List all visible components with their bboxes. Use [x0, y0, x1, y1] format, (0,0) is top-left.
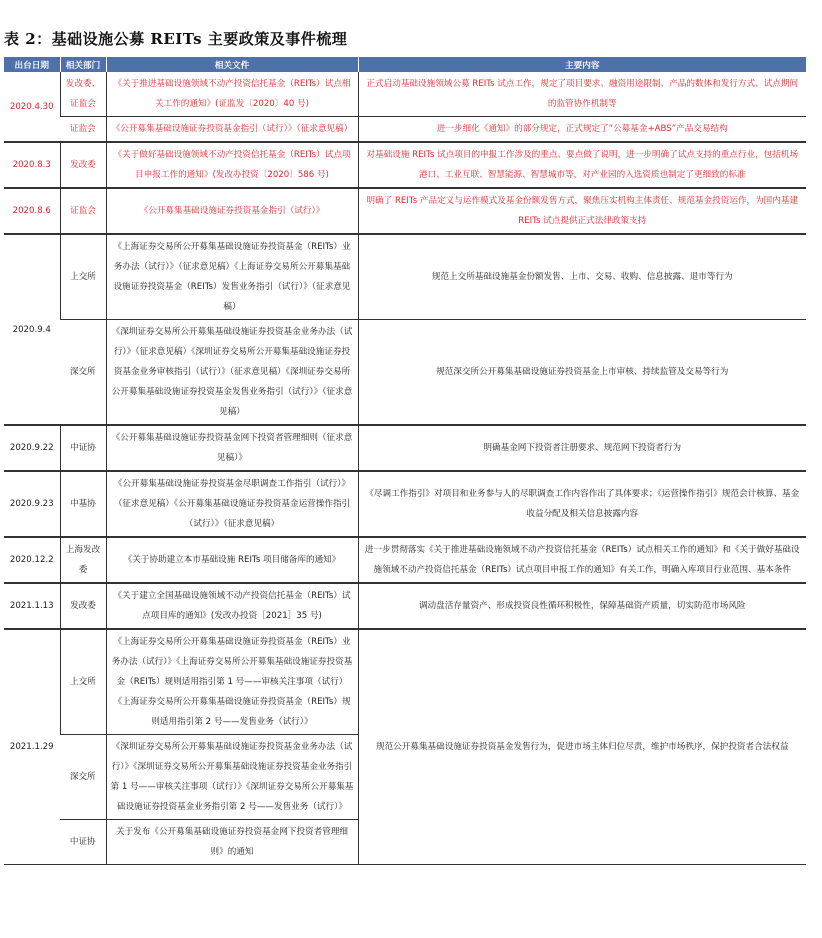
table-row: [4, 425, 806, 471]
cell-date: 2020.4.30: [4, 72, 60, 142]
cell-doc: 《关于做好基础设施领域不动产投资信托基金（REITs）试点项目申报工作的通知》(发改办投资〔2020〕586 号): [106, 142, 358, 188]
cell-dept: 上交所: [60, 629, 106, 735]
cell-date: 2020.12.2: [4, 537, 60, 583]
table-row: [4, 142, 806, 188]
cell-doc: 《公开募集基础设施证券投资基金指引（试行）》（征求意见稿）: [106, 117, 358, 143]
cell-date: 2020.9.23: [4, 471, 60, 537]
table-header-row: [4, 57, 806, 72]
cell-content: 规范上交所基础设施基金份额发售、上市、交易、收购、信息披露、退市等行为: [358, 234, 806, 320]
cell-dept: 上交所: [60, 234, 106, 320]
cell-dept: 证监会: [60, 188, 106, 234]
cell-date: 2021.1.13: [4, 583, 60, 629]
cell-dept: 发改委: [60, 142, 106, 188]
cell-doc: 《关于推进基础设施领域不动产投资信托基金（REITs）试点相关工作的通知》(证监发〔2020〕40 号): [106, 72, 358, 117]
cell-doc: 《关于建立全国基础设施领域不动产投资信托基金（REITs）试点项目库的通知》(发改办投资［2021］35 号): [106, 583, 358, 629]
cell-doc: 《公开募集基础设施证券投资基金网下投资者管理细则（征求意见稿）》: [106, 425, 358, 471]
cell-date: 2020.8.6: [4, 188, 60, 234]
policy-table: [4, 57, 806, 865]
header-dept: 相关部门: [60, 57, 106, 72]
cell-content: 明确了 REITs 产品定义与运作模式及基金份额发售方式，聚焦压实机构主体责任、规范基金投资运作，为国内基建 REITs 试点提供正式法律政策支持: [358, 188, 806, 234]
table-row: [4, 188, 806, 234]
cell-dept: 深交所: [60, 735, 106, 820]
table-row: [4, 117, 806, 143]
header-doc: 相关文件: [106, 57, 358, 72]
cell-doc: 《上海证券交易所公开募集基础设施证券投资基金（REITs）业务办法（试行）》（征求意见稿）《上海证券交易所公开募集基础设施证券投资基金（REITs）发售业务指引（试行）》（征求意见稿）: [106, 234, 358, 320]
cell-date: 2021.1.29: [4, 629, 60, 865]
table-row: [4, 72, 806, 117]
cell-content: 正式启动基础设施领域公募 REITs 试点工作，规定了项目要求、融资用途限制、产品的数体和发行方式、试点期间的监管协作机制等: [358, 72, 806, 117]
table-row: [4, 320, 806, 426]
cell-date: 2020.9.22: [4, 425, 60, 471]
cell-dept: 证监会: [60, 117, 106, 143]
table-title: 表 2：基础设施公募 REITs 主要政策及事件梳理: [4, 30, 348, 48]
table-row: [4, 629, 806, 735]
cell-date: 2020.8.3: [4, 142, 60, 188]
cell-date: 2020.9.4: [4, 234, 60, 425]
cell-content: 规范深交所公开募集基础设施证券投资基金上市审核、持续监管及交易等行为: [358, 320, 806, 426]
table-row: [4, 537, 806, 583]
cell-content: 进一步贯彻落实《关于推进基础设施领域不动产投资信托基金（REITs）试点相关工作的通知》和《关于做好基础设施领域不动产投资信托基金（REITs）试点项目申报工作的通知》有关工作，明确入库项目行业范围、基本条件: [358, 537, 806, 583]
header-content: 主要内容: [358, 57, 806, 72]
cell-doc: 《关于协助建立本市基础设施 REITs 项目储备库的通知》: [106, 537, 358, 583]
cell-doc: 《上海证券交易所公开募集基础设施证券投资基金（REITs）业务办法（试行）》《上海证券交易所公开募集基础设施证券投资基金（REITs）规则适用指引第 1 号——审核关注事项（试行）《上海证券交易所公开募集基础设施证券投资基金（REITs）规则适用指引第 2 号——发售业务（试行）》: [106, 629, 358, 735]
cell-dept: 中证协: [60, 425, 106, 471]
table-row: [4, 583, 806, 629]
cell-dept: 发改委、证监会: [60, 72, 106, 117]
cell-doc: 《公开募集基础设施证券投资基金指引（试行）》: [106, 188, 358, 234]
cell-content: 规范公开募集基础设施证券投资基金发售行为，促进市场主体归位尽责，维护市场秩序，保护投资者合法权益: [358, 629, 806, 865]
cell-doc: 关于发布《公开募集基础设施证券投资基金网下投资者管理细则》的通知: [106, 820, 358, 865]
cell-dept: 发改委: [60, 583, 106, 629]
cell-dept: 上海发改委: [60, 537, 106, 583]
cell-dept: 中基协: [60, 471, 106, 537]
cell-content: 对基础设施 REITs 试点项目的申报工作涉及的重点、要点做了说明，进一步明确了试点支持的重点行业，包括机场港口、工业互联、智慧能源、智慧城市等，对产业园的入选资质也制定了更细致的标准: [358, 142, 806, 188]
cell-doc: 《深圳证券交易所公开募集基础设施证券投资基金业务办法（试行）》《深圳证券交易所公开募集基础设施证券投资基金业务指引第 1 号——审核关注事项（试行）》《深圳证券交易所公开募集基础设施证券投资基金业务指引第 2 号——发售业务（试行）》: [106, 735, 358, 820]
table-row: [4, 471, 806, 537]
cell-content: 《尽调工作指引》对项目和业务参与人的尽职调查工作内容作出了具体要求；《运营操作指引》规范会计核算、基金收益分配及相关信息披露内容: [358, 471, 806, 537]
header-date: 出台日期: [4, 57, 60, 72]
cell-content: 进一步细化《通知》的部分规定，正式规定了“公募基金+ABS”产品交易结构: [358, 117, 806, 143]
cell-doc: 《深圳证券交易所公开募集基础设施证券投资基金业务办法（试行）》（征求意见稿）《深圳证券交易所公开募集基础设施证券投资基金业务审核指引（试行）》（征求意见稿）《深圳证券交易所公开募集基础设施证券投资基金发售业务指引（试行）》（征求意见稿）: [106, 320, 358, 426]
cell-dept: 中证协: [60, 820, 106, 865]
cell-content: 明确基金网下投资者注册要求、规范网下投资者行为: [358, 425, 806, 471]
table-row: [4, 234, 806, 320]
cell-doc: 《公开募集基础设施证券投资基金尽职调查工作指引（试行）》（征求意见稿）《公开募集基础设施证券投资基金运营操作指引（试行）》（征求意见稿）: [106, 471, 358, 537]
cell-content: 调动盘活存量资产、形成投资良性循环积极性，保障基础资产质量，切实防范市场风险: [358, 583, 806, 629]
cell-dept: 深交所: [60, 320, 106, 426]
